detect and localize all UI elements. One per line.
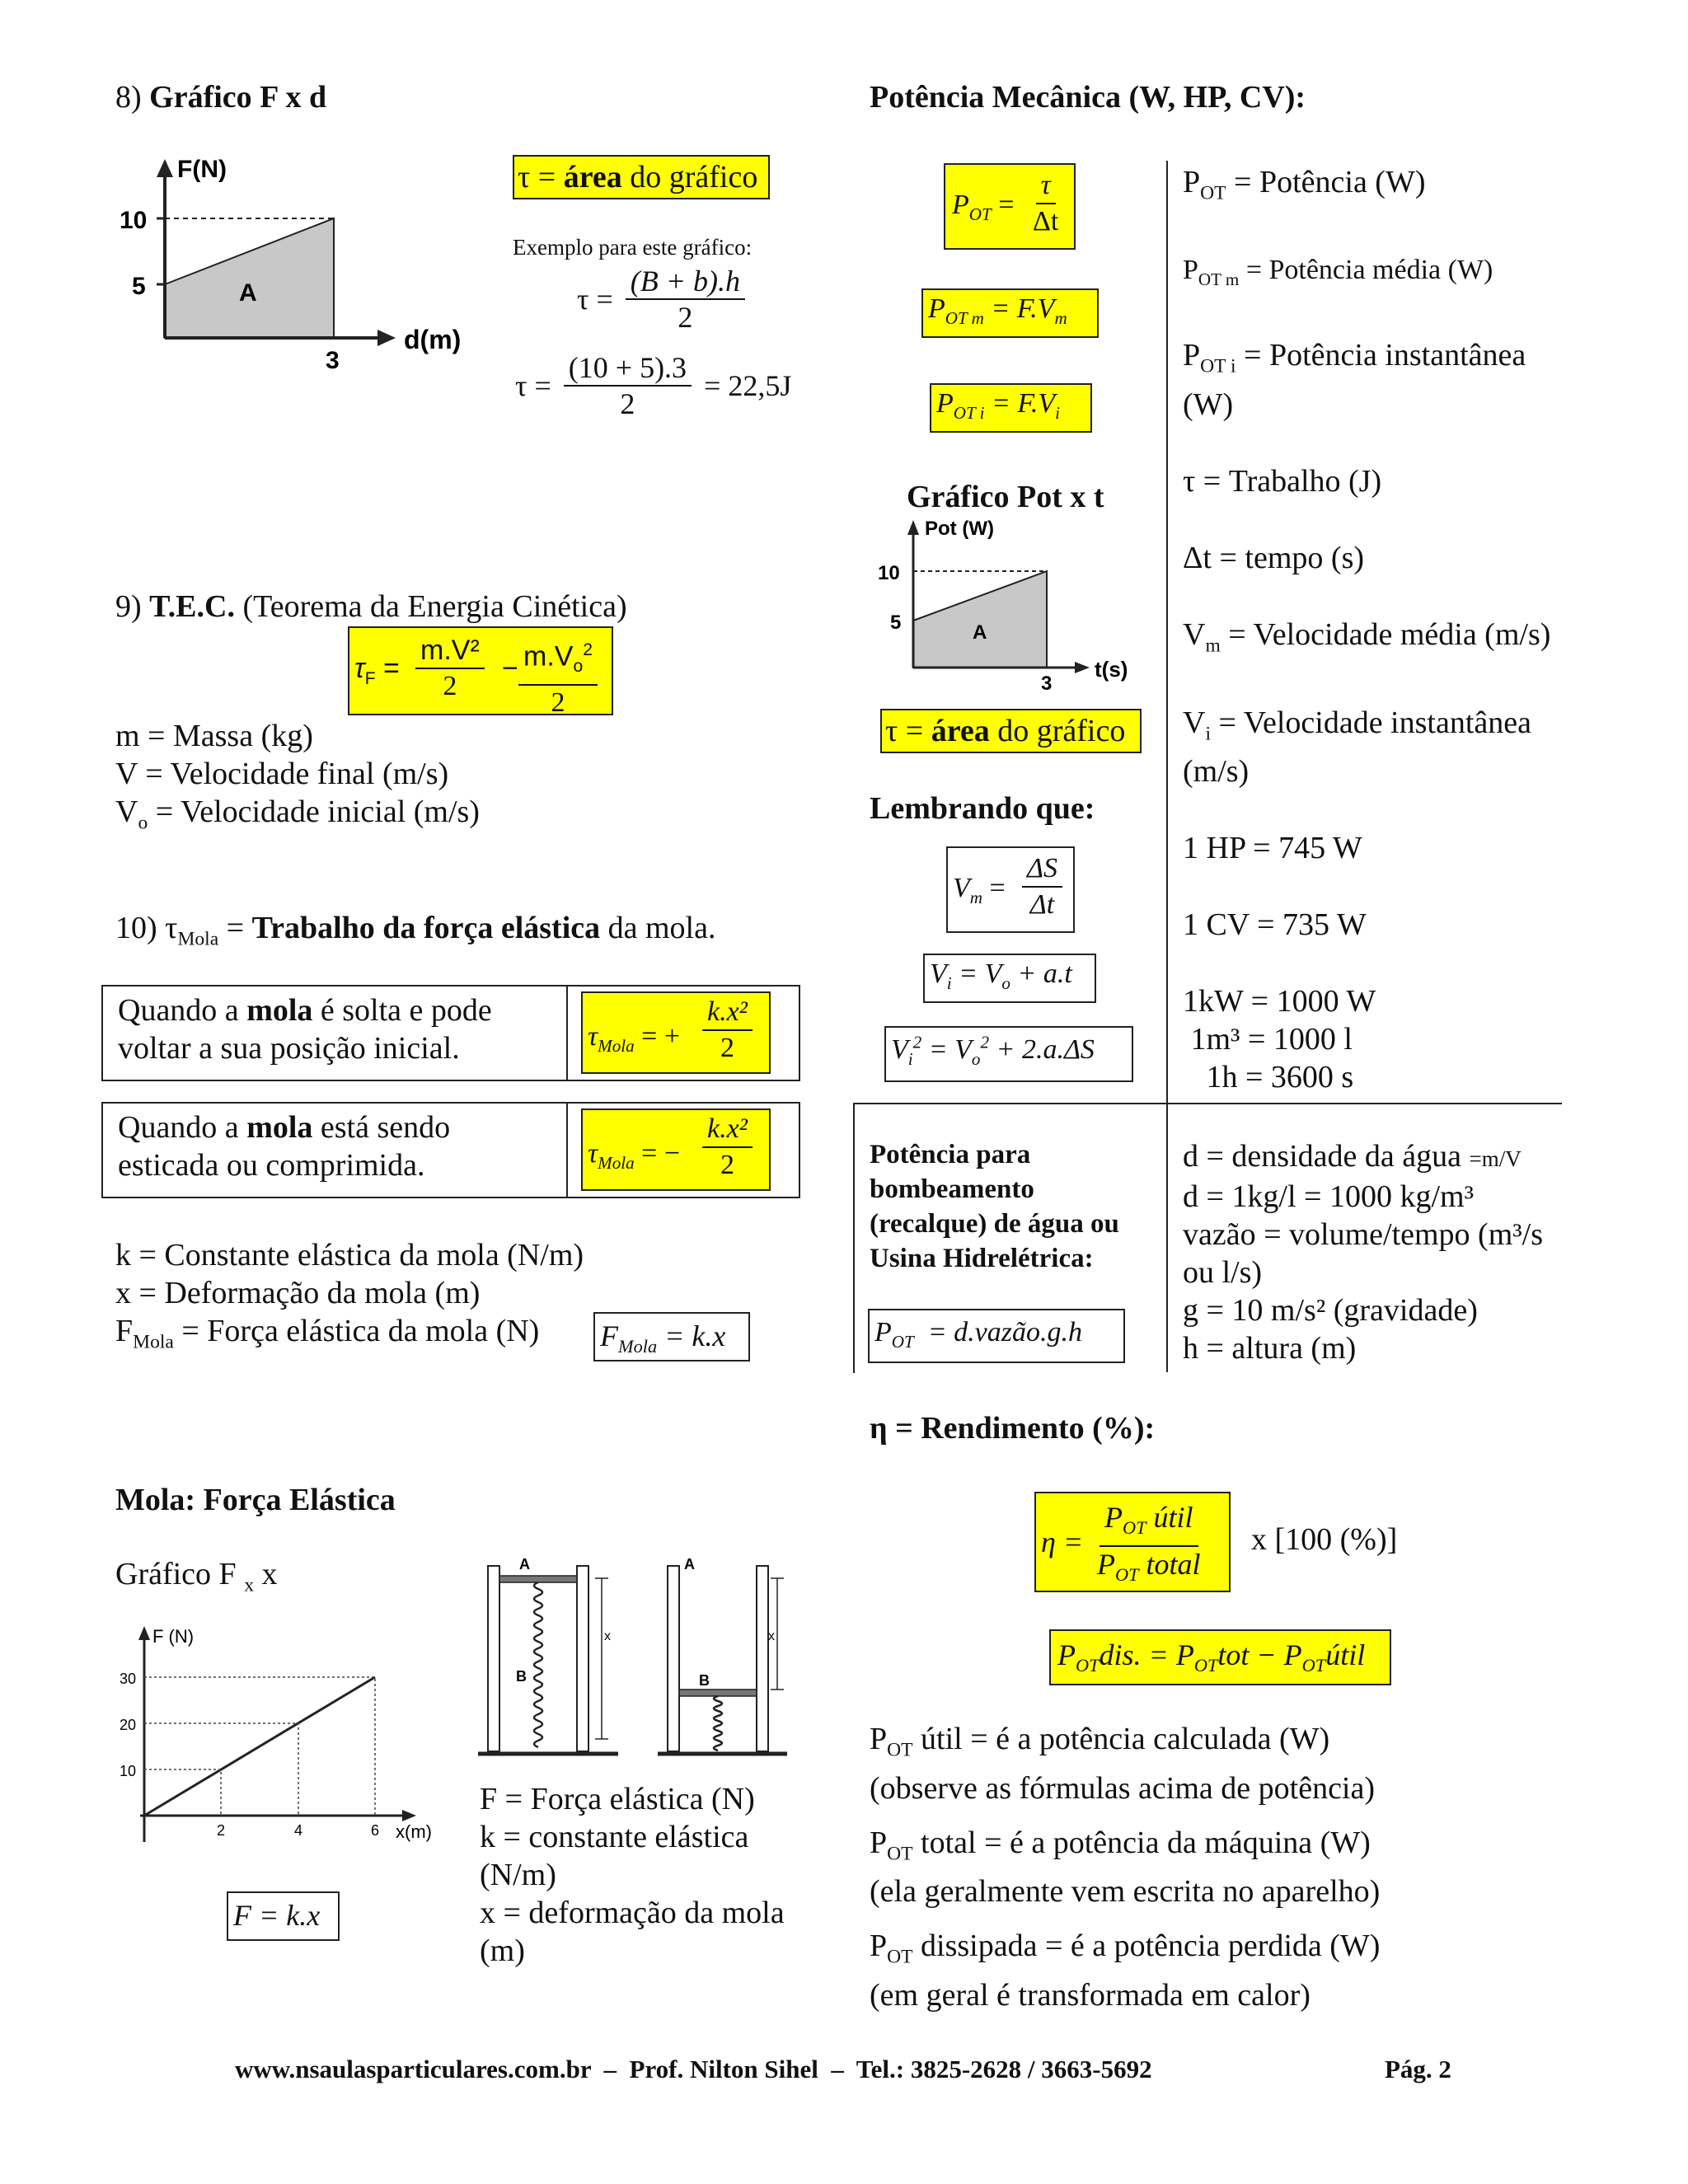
force-distance-chart	[115, 152, 478, 375]
y-axis-label: F(N)	[177, 156, 227, 183]
y-axis-arrow	[157, 159, 173, 177]
svg-text:A: A	[684, 1556, 695, 1572]
velocity-time-formula: $V_i = V_o + a.t$	[923, 954, 1096, 1003]
instant-power-formula: $P_{OT i} = F.V_i$	[930, 383, 1092, 433]
negative-work-formula: $\tau_{Mola}$ = − $\frac{\text{k.x²}}{2}$	[581, 1108, 771, 1191]
torricelli-formula: $V_i^2 = V_o^2 + 2.a.\Delta S$	[884, 1026, 1133, 1082]
efficiency-formula: η = $P_{OT}$ útil $P_{OT}$ total	[1034, 1492, 1231, 1592]
example-calculation: τ = $\frac{(10 + 5).3}{2}$ = 22,5J	[515, 351, 792, 420]
power-section-title: Potência Mecânica (W, HP, CV):	[870, 80, 1306, 115]
spring-relaxed	[534, 1582, 542, 1747]
y-tick-label: 5	[132, 273, 146, 300]
section-9-heading: 9) T.E.C. (Teorema da Energia Cinética)	[115, 589, 627, 624]
x-tick-label: 2	[217, 1822, 226, 1839]
pumping-formula: $P_{OT}$ = d.vazão.g.h	[868, 1309, 1125, 1363]
spring-plate	[499, 1576, 577, 1582]
power-explanations: $P_{OT}$ útil = é a potência calculada (W) (observe as fórmulas acima de potência) $P_{OT}$ total = é a potência da máquina (W) (ela geralmente vem escrita no aparelho) $P_{OT}$ dissipada = é a potência perdida (W) (em geral é transformada em calor)	[870, 1722, 1381, 2013]
y-tick-label: 20	[120, 1717, 137, 1733]
x-tick-label: 3	[1041, 673, 1053, 695]
x-axis-label: t(s)	[1095, 657, 1128, 682]
spring-illustration	[478, 1549, 791, 1788]
x-axis-arrow	[377, 330, 396, 346]
force-deformation-chart	[107, 1619, 453, 1850]
area-region	[165, 218, 334, 338]
spring-stretch-text: Quando a mola está sendo esticada ou comprimida.	[118, 1110, 451, 1183]
mola-section-title: Mola: Força Elástica	[115, 1483, 396, 1517]
dissipated-power-formula: $P_{OT}dis$. = $P_{OT}tot$ − $P_{OT}útil$	[1049, 1629, 1391, 1685]
x-tick-label: 4	[294, 1822, 303, 1839]
spring-illustration-legend: F = Força elástica (N) k = constante elástica (N/m) x = deformação da mola (m)	[480, 1782, 785, 1968]
svg-text:B: B	[516, 1668, 527, 1685]
power-area-box: τ = área do gráfico	[880, 709, 1142, 753]
footer-credits: www.nsaulasparticulares.com.br – Prof. Nilton Sihel – Tel.: 3825-2628 / 3663-5692	[235, 2055, 1152, 2083]
average-power-formula: $P_{OT m} = F.V_m$	[921, 288, 1099, 338]
spring-compressed	[714, 1696, 722, 1750]
fx-graph-title: Gráfico F $_x$ x	[115, 1557, 278, 1596]
pumping-definitions: d = densidade da água =m/V d = 1kg/l = 1000 kg/m³ vazão = volume/tempo (m³/s ou l/s) g = 10 m/s² (gravidade) h = altura (m)	[1183, 1139, 1543, 1366]
spring-release-row	[101, 985, 800, 1081]
area-label: A	[973, 621, 987, 644]
area-formula-box: τ = área do gráfico	[513, 155, 770, 199]
section-number: 8)	[115, 80, 142, 115]
spring-definitions: k = Constante elástica da mola (N/m) x = Deformação da mola (m) $F_{Mola}$ = Força elástica da mola (N)	[115, 1238, 584, 1353]
percentage-multiplier: x [100 (%)]	[1251, 1522, 1398, 1557]
power-formula-box: $P_{OT}$ = $\frac{\tau}{\Delta t}$	[944, 163, 1076, 250]
power-time-chart	[865, 515, 1154, 696]
avg-velocity-formula: $V_m$ = $\frac{\Delta S}{\Delta t}$	[946, 846, 1075, 933]
trapezoid-formula: τ = $\frac{(B + b).h}{2}$	[577, 264, 745, 335]
section-8-heading	[115, 78, 326, 116]
tec-definitions: m = Massa (kg) V = Velocidade final (m/s) $V_o$ = Velocidade inicial (m/s)	[115, 719, 480, 834]
y-tick-label: 10	[120, 207, 148, 234]
page-number: Pág. 2	[1385, 2055, 1451, 2083]
y-tick-label: 30	[120, 1671, 137, 1687]
power-graph-title: Gráfico Pot x t	[907, 480, 1104, 514]
svg-text:x: x	[604, 1629, 611, 1643]
area-label: A	[239, 279, 257, 307]
x-axis-label: d(m)	[404, 325, 462, 354]
svg-text:x: x	[768, 1629, 775, 1643]
svg-text:B: B	[699, 1672, 710, 1689]
tec-formula-box: $\tau_F$ = $\frac{\text{m.V²}}{2}$ − $\frac{m.V_o^2}{2}$	[348, 626, 613, 715]
pumping-heading: Potência para bombeamento (recalque) de água ou Usina Hidrelétrica:	[870, 1140, 1119, 1273]
svg-text:A: A	[519, 1556, 530, 1572]
y-tick-label: 10	[878, 562, 900, 584]
example-label: Exemplo para este gráfico:	[513, 235, 753, 260]
y-axis-label: F (N)	[152, 1626, 195, 1647]
spring-stretch-row	[101, 1102, 800, 1198]
fmola-formula-box: $F_{Mola} = k.x$	[593, 1312, 750, 1361]
fkx-formula-box: F = k.x	[227, 1891, 340, 1941]
efficiency-heading: η = Rendimento (%):	[870, 1411, 1156, 1446]
positive-work-formula: $\tau_{Mola}$ = + $\frac{\text{k.x²}}{2}$	[581, 991, 771, 1074]
spring-release-text: Quando a mola é solta e pode voltar a sua posição inicial.	[118, 993, 492, 1066]
section-title: Gráfico F x d	[149, 80, 327, 115]
force-line	[144, 1677, 375, 1816]
y-tick-label: 10	[120, 1763, 137, 1779]
x-tick-label: 6	[371, 1822, 380, 1839]
x-tick-label: 3	[326, 347, 340, 374]
y-tick-label: 5	[890, 612, 902, 634]
power-definitions: $P_{OT}$ = Potência (W) $P_{OT m}$ = Potência média (W) $P_{OT i}$ = Potência instantânea (W) τ = Trabalho (J) Δt = tempo (s) $V_m$ = Velocidade média (m/s) $V_i$ = Velocidade instantânea (m/s) 1 HP = 745 W 1 CV = 735 W 1kW = 1000 W 1m³ = 1000 l 1h = 3600 s	[1183, 165, 1551, 1095]
lembrando-heading: Lembrando que:	[870, 791, 1095, 826]
y-axis-label: Pot (W)	[925, 518, 994, 540]
section-10-heading: 10) $\tau_{Mola}$ = Trabalho da força elástica da mola.	[115, 911, 716, 950]
x-axis-label: x(m)	[396, 1821, 432, 1842]
